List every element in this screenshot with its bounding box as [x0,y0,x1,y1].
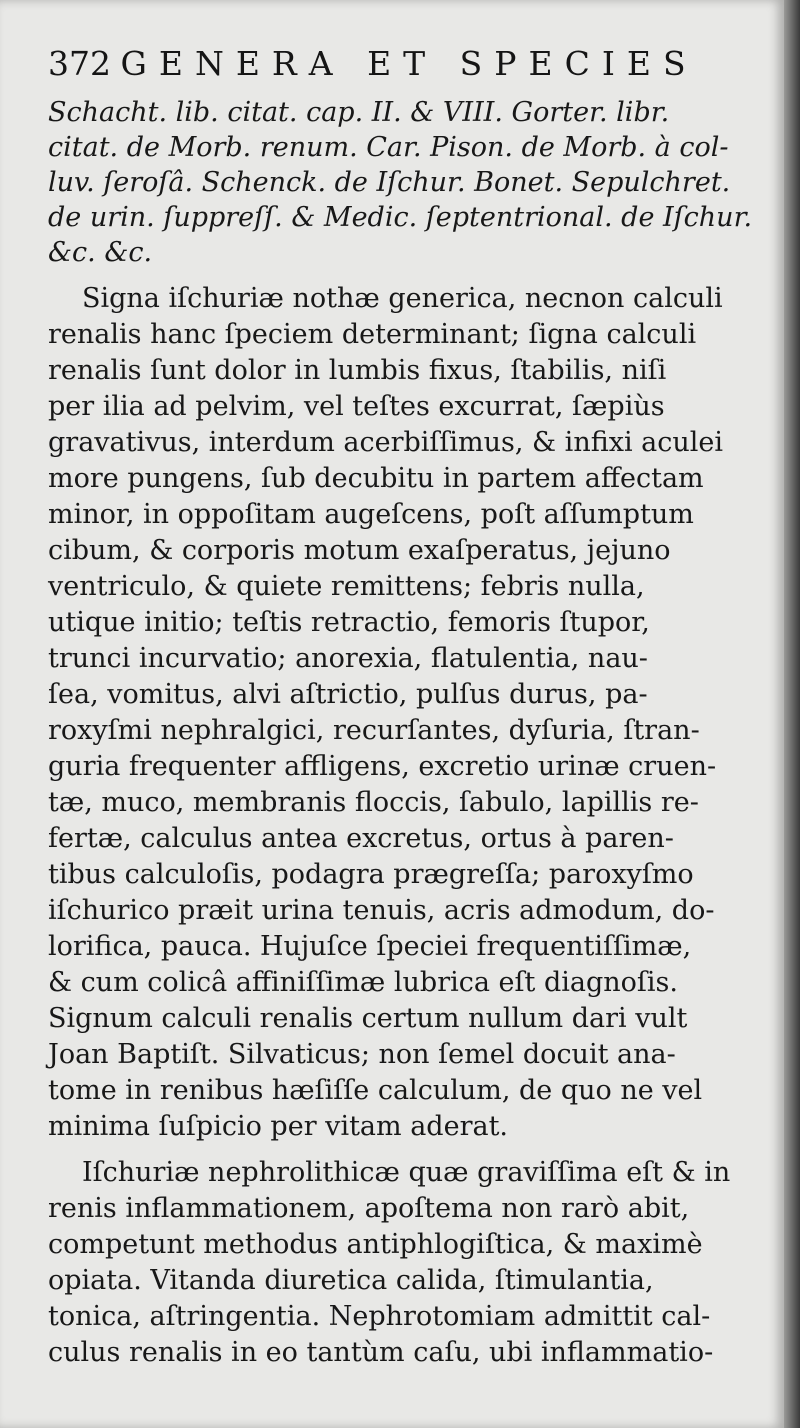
paragraph-line: ventriculo, & quiete remittens; febris nulla, [48,571,645,602]
reference-line: &c. &c. [48,237,153,268]
paragraph-line: tonica, aſtringentia. Nephrotomiam admittit cal- [48,1301,711,1332]
paragraph-line: competunt methodus antiphlogiſtica, & maximè [48,1229,703,1260]
paragraph-line: trunci incurvatio; anorexia, flatulentia, nau- [48,643,648,674]
paragraph-line: opiata. Vitanda diuretica calida, ſtimulantia, [48,1265,654,1296]
paragraph-line: tome in renibus hæſiſſe calculum, de quo ne vel [48,1075,703,1106]
reference-line: Schacht. lib. citat. cap. II. & VIII. Gorter. libr. [48,97,670,128]
paragraph-line: lorifica, pauca. Hujuſce ſpeciei frequentiſſimæ, [48,931,692,962]
paragraph-line: roxyſmi nephralgici, recurſantes, dyſuria, ſtran- [48,715,700,746]
paragraph-line: Signa iſchuriæ nothæ generica, necnon calculi [82,283,723,314]
paragraph-line: tæ, muco, membranis floccis, ſabulo, lapillis re- [48,787,699,818]
paragraph-line: gravativus, interdum acerbiſſimus, & infixi aculei [48,427,724,458]
paragraph-line: Iſchuriæ nephrolithicæ quæ graviſſima eſt & in [82,1157,731,1188]
paragraph-line: per ilia ad pelvim, vel teſtes excurrat, ſæpiùs [48,391,665,422]
paragraph-line: & cum colicâ affiniſſimæ lubrica eſt diagnoſis. [48,967,678,998]
reference-line: de urin. ſuppreſſ. & Medic. ſeptentrional. de Iſchur. [48,202,753,233]
paragraph-line: minor, in oppoſitam augeſcens, poſt aſſumptum [48,499,694,530]
page-edge-shadow [784,0,800,1428]
paragraph-line: iſchurico præit urina tenuis, acris admodum, do- [48,895,715,926]
paragraph-line: guria frequenter affligens, excretio urinæ cruen- [48,751,717,782]
page-header [48,44,748,92]
paragraph-line: renalis ſunt dolor in lumbis fixus, ſtabilis, niſi [48,355,667,386]
reference-line: luv. ſeroſâ. Schenck. de Iſchur. Bonet. Sepulchret. [48,167,731,198]
paragraph-line: Joan Baptiſt. Silvaticus; non ſemel docuit ana- [48,1039,676,1070]
paragraph-line: more pungens, ſub decubitu in partem affectam [48,463,704,494]
paragraph-line: fertæ, calculus antea excretus, ortus à paren- [48,823,674,854]
paragraph-line: utique initio; teſtis retractio, femoris ſtupor, [48,607,650,638]
paragraph-line: minima ſuſpicio per vitam aderat. [48,1111,509,1142]
paragraph-line: culus renalis in eo tantùm caſu, ubi inflammatio- [48,1337,714,1368]
paragraph-line: ſea, vomitus, alvi aſtrictio, pulſus durus, pa- [48,679,648,710]
page-number: 372 [48,44,111,83]
paragraph-line: tibus calculoſis, podagra prægreſſa; paroxyſmo [48,859,694,890]
paragraph-line: Signum calculi renalis certum nullum dari vult [48,1003,688,1034]
paragraph-line: renalis hanc ſpeciem determinant; ſigna calculi [48,319,697,350]
reference-line: citat. de Morb. renum. Car. Pison. de Morb. à col- [48,132,729,163]
paragraph-line: cibum, & corporis motum exaſperatus, jejuno [48,535,671,566]
paragraph-line: renis inflammationem, apoſtema non rarò abit, [48,1193,690,1224]
running-title: GENERA ET SPECIES [120,44,698,83]
